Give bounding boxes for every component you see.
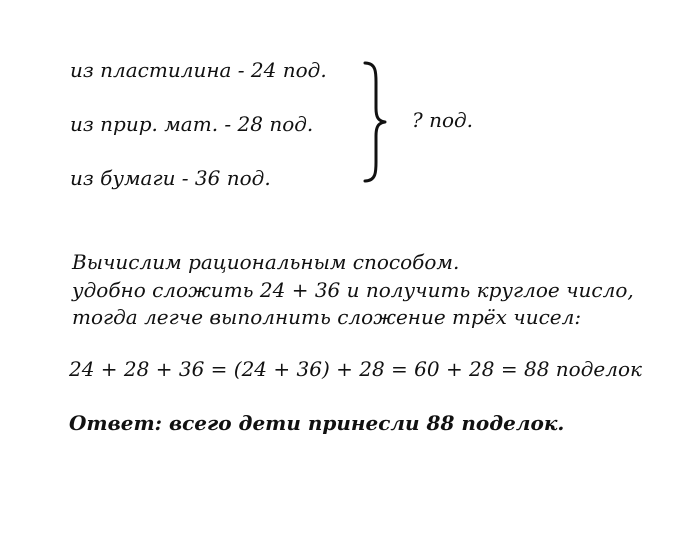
answer: Ответ: всего дети принесли 88 поделок. [69, 411, 565, 435]
curly-brace-icon [362, 60, 388, 184]
question-total: ? под. [412, 108, 474, 132]
condition-paper: из бумаги - 36 под. [70, 166, 271, 190]
equation: 24 + 28 + 36 = (24 + 36) + 28 = 60 + 28 = 88 поделок [69, 357, 642, 381]
explanation-line: Вычислим рациональным способом. [72, 250, 460, 274]
explanation-line: тогда легче выполнить сложение трёх чисел: [72, 305, 582, 329]
condition-natural-material: из прир. мат. - 28 под. [70, 112, 314, 136]
condition-plasticine: из пластилина - 24 под. [70, 58, 327, 82]
explanation-line: удобно сложить 24 + 36 и получить круглое число, [72, 278, 634, 302]
